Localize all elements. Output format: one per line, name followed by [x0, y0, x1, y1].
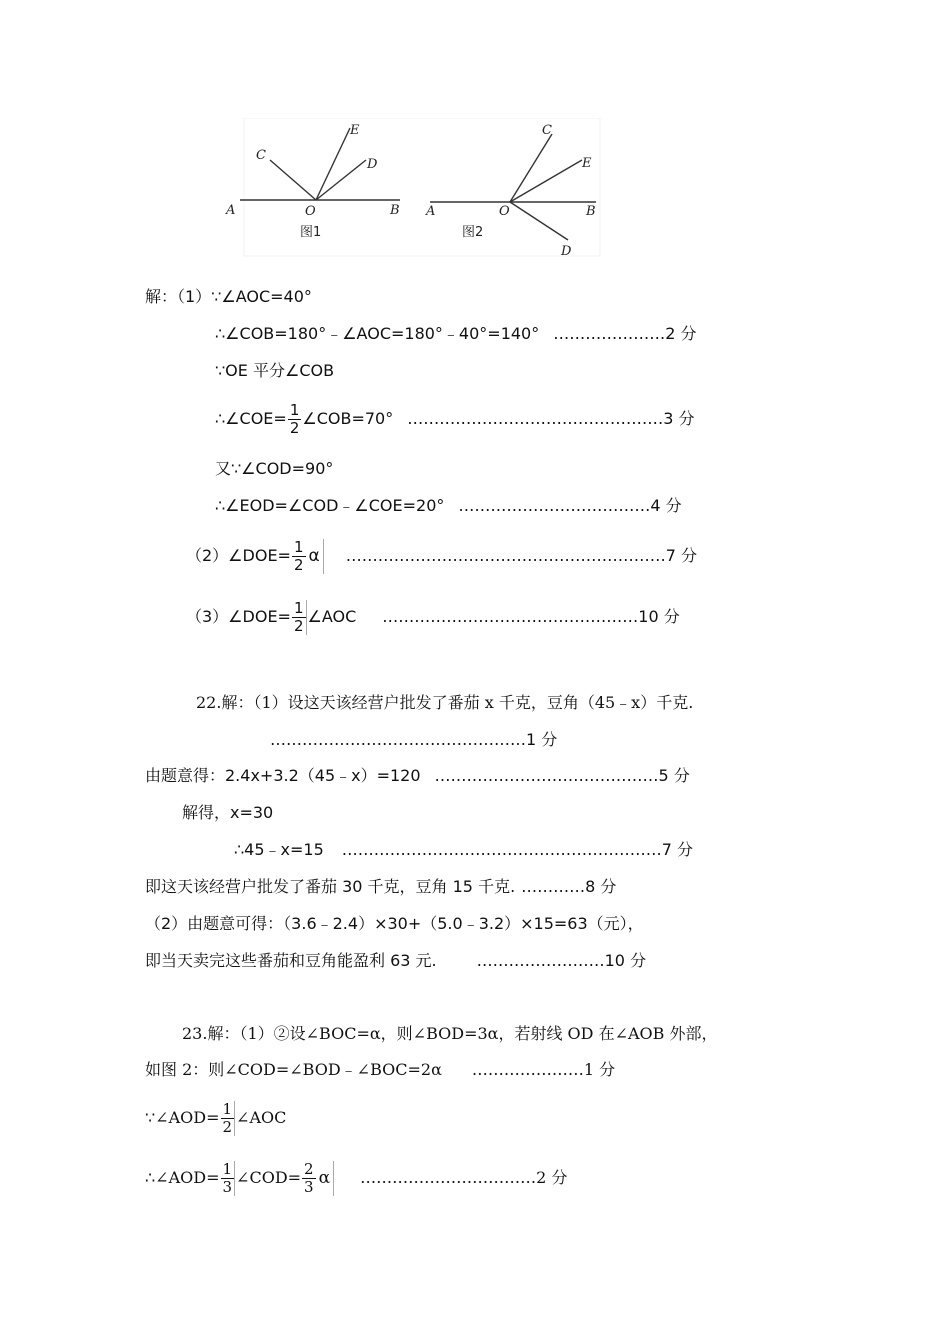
q21-line-7: [186, 534, 697, 578]
q23-text: ∠COD=: [236, 1168, 302, 1187]
q23-line-3: [145, 1096, 286, 1140]
fraction: [221, 1161, 236, 1196]
q21-line-4: [215, 397, 695, 441]
fig2-caption: 图2: [462, 225, 484, 240]
score-mark: …………………1 分: [471, 1060, 616, 1079]
fraction: [221, 1101, 236, 1136]
alpha-symbol: α: [308, 546, 320, 566]
q21-line-6: [215, 495, 682, 517]
fraction: [292, 600, 307, 635]
q22-line-4: [182, 802, 273, 824]
fig2-label-a: A: [426, 204, 436, 219]
q21-line-3: [215, 360, 334, 382]
fig1-label-e: E: [350, 123, 360, 138]
q21-text: ∵OE 平分∠COB: [215, 361, 335, 380]
q23-line-4: [145, 1156, 567, 1200]
fig1-label-a: A: [226, 203, 236, 218]
q22-text: （2）由题意可得：（3.6﹣2.4）×30+（5.0﹣3.2）×15=63（元），: [145, 914, 644, 933]
q22-text: 解得，x=30: [182, 803, 274, 822]
score-mark: …………………………………………1 分: [270, 730, 558, 749]
fraction-denominator: 2: [293, 555, 304, 574]
q23-line-2: [145, 1059, 615, 1081]
q22-line-3: [145, 765, 690, 787]
fig2-label-c: C: [542, 123, 552, 138]
fraction: [288, 402, 302, 437]
q21-text: ∴∠EOD=∠COD﹣∠COE=20°: [215, 496, 445, 515]
q22-line-6: [145, 876, 616, 898]
score-mark: …………………2 分: [553, 324, 697, 343]
q23-text: 如图 2：则∠COD=∠BOD﹣∠BOC=2α: [145, 1060, 442, 1079]
score-mark: ……………………10 分: [476, 951, 647, 970]
q21-line-5: [215, 458, 333, 480]
fig1-label-o: O: [305, 204, 316, 219]
fraction: [302, 1161, 316, 1196]
score-mark: …………8 分: [521, 877, 617, 896]
q21-text: ∠COB=70°: [302, 409, 394, 428]
q21-text: ∠AOC: [307, 607, 357, 626]
score-mark: ……………………………………………………7 分: [341, 840, 694, 859]
q22-text: 由题意得：2.4x+3.2（45﹣x）=120: [145, 766, 421, 785]
fig2-label-o: O: [499, 204, 510, 219]
fraction-numerator: 1: [222, 1159, 233, 1178]
fig2-label-d: D: [561, 244, 572, 258]
fraction-numerator: 1: [289, 400, 300, 419]
q21-text: （2）∠DOE=: [186, 546, 291, 565]
alpha-symbol: α: [318, 1168, 331, 1188]
q23-text: ∵∠AOD=: [145, 1108, 220, 1127]
fig1-label-d: D: [367, 157, 378, 172]
q22-line-7: [145, 913, 644, 935]
fraction: [292, 539, 306, 574]
fig1-label-c: C: [256, 148, 266, 163]
fraction-numerator: 2: [304, 1159, 314, 1178]
fraction-denominator: 2: [222, 1117, 233, 1136]
fraction-denominator: 2: [293, 616, 304, 635]
fig2-label-b: B: [586, 204, 596, 219]
fig2-label-e: E: [582, 156, 592, 171]
q22-line-2: [270, 729, 557, 751]
q21-text: （3）∠DOE=: [186, 607, 291, 626]
score-mark: ………………………………4 分: [458, 496, 682, 515]
geometry-figures: [222, 118, 602, 258]
q22-line-8: [145, 950, 646, 972]
fraction-image: [291, 539, 324, 574]
score-mark: ……………………………2 分: [360, 1168, 568, 1187]
q23-text: ∠AOC: [236, 1108, 287, 1127]
q21-line-2: [215, 323, 697, 345]
score-mark: ……………………………………………………7 分: [345, 546, 698, 565]
q23-text: ∴∠AOD=: [145, 1168, 220, 1187]
score-mark: ……………………………………5 分: [434, 766, 690, 785]
q21-line-8: [186, 595, 680, 639]
q23-line-1: [182, 1023, 718, 1045]
q22-text: 22.解：（1）设这天该经营户批发了番茄 x 千克，豆角（45﹣x）千克.: [196, 693, 694, 712]
q22-text: 即这天该经营户批发了番茄 30 千克，豆角 15 千克.: [145, 877, 516, 896]
q22-text: 即当天卖完这些番茄和豆角能盈利 63 元.: [145, 951, 437, 970]
fraction-numerator: 1: [293, 537, 304, 556]
fraction-denominator: 3: [222, 1177, 233, 1196]
q21-text: 又∵∠COD=90°: [215, 459, 334, 478]
q22-text: ∴45﹣x=15: [234, 840, 324, 859]
fraction-denominator: 3: [304, 1177, 314, 1196]
fraction-numerator: 1: [293, 598, 304, 617]
fraction-denominator: 2: [289, 418, 300, 437]
q21-line-1: [145, 286, 312, 308]
fraction-numerator: 1: [222, 1099, 233, 1118]
score-mark: …………………………………………10 分: [382, 607, 680, 626]
q22-line-1: [196, 692, 693, 714]
q21-text: 解：（1）∵∠AOC=40°: [145, 287, 312, 306]
fraction-image: [301, 1161, 334, 1196]
fig1-caption: 图1: [300, 225, 322, 240]
q22-line-5: [234, 839, 693, 861]
fig1-label-b: B: [390, 203, 400, 218]
score-mark: …………………………………………3 分: [407, 409, 695, 428]
q23-text: 23.解：（1）②设∠BOC=α，则∠BOD=3α，若射线 OD 在∠AOB 外部，: [182, 1024, 718, 1043]
q21-text: ∴∠COE=: [215, 409, 287, 428]
q21-text: ∴∠COB=180°﹣∠AOC=180°﹣40°=140°: [215, 324, 540, 343]
